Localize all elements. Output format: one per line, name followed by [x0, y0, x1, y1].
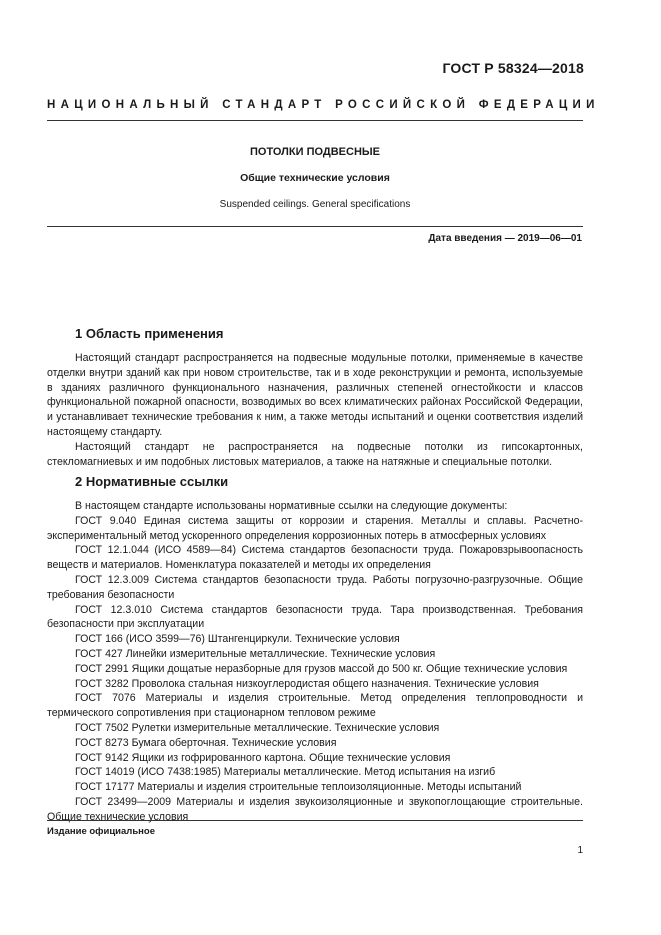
section-heading: 1 Область применения	[75, 326, 224, 341]
gost-code: ГОСТ Р 58324—2018	[442, 60, 584, 76]
header-divider	[47, 120, 583, 121]
reference-item: ГОСТ 2991 Ящики дощатые неразборные для грузов массой до 500 кг. Общие технические условия	[75, 662, 568, 675]
reference-item: ГОСТ 14019 (ИСО 7438:1985) Материалы металлические. Метод испытания на изгиб	[75, 766, 496, 779]
reference-item: ГОСТ 9142 Ящики из гофрированного картона. Общие технические условия	[75, 751, 451, 764]
national-standard-banner: НАЦИОНАЛЬНЫЙ СТАНДАРТ РОССИЙСКОЙ ФЕДЕРАЦИИ	[47, 99, 600, 111]
paragraph: В настоящем стандарте использованы нормативные ссылки на следующие документы:	[75, 500, 508, 512]
reference-item: ГОСТ 7076 Материалы и изделия строительные. Метод определения теплопроводности и термического сопротивления при стационарном тепловом режиме	[47, 692, 583, 720]
title-divider	[47, 226, 583, 227]
reference-item: ГОСТ 9.040 Единая система защиты от коррозии и старения. Металлы и сплавы. Расчетно-экспериментальный метод ускоренного определения коррозионных потерь в атмосферных условиях	[47, 514, 583, 542]
reference-item: ГОСТ 3282 Проволока стальная низкоуглеродистая общего назначения. Технические условия	[75, 677, 539, 690]
section-heading: 2 Нормативные ссылки	[75, 474, 229, 489]
reference-item: ГОСТ 17177 Материалы и изделия строительные теплоизоляционные. Методы испытаний	[75, 781, 522, 794]
effective-date: Дата введения — 2019—06—01	[428, 233, 582, 244]
page-number: 1	[577, 845, 583, 856]
paragraph: Настоящий стандарт не распространяется на подвесные потолки из гипсокартонных, стекломагниевых и им подобных листовых материалов, а также на натяжные и специальные потолки.	[47, 440, 583, 468]
document-title: ПОТОЛКИ ПОДВЕСНЫЕ	[249, 146, 380, 158]
document-subtitle: Общие технические условия	[240, 172, 390, 184]
english-title: Suspended ceilings. General specifications	[219, 199, 411, 210]
paragraph: Настоящий стандарт распространяется на подвесные модульные потолки, применяемые в качестве отделки внутри зданий как при новом строительстве, так и в ходе реконструкции и ремонта, используемые в зданиях различного функционального назначения, различных степеней огнестойкости и классов функциональной пожарной опасности, возводимых во всех климатических районах Российской Федерации, и устанавливает технические требования к ним, а также методы испытаний и оценки соответствия изделий настоящему стандарту.	[47, 352, 583, 438]
reference-item: ГОСТ 8273 Бумага оберточная. Технические условия	[75, 736, 337, 749]
footer-divider	[47, 820, 583, 821]
reference-item: ГОСТ 7502 Рулетки измерительные металлические. Технические условия	[75, 721, 440, 734]
section-scope	[47, 326, 583, 469]
section-normative-references	[47, 474, 583, 825]
reference-item: ГОСТ 427 Линейки измерительные металлические. Технические условия	[75, 647, 436, 660]
reference-item: ГОСТ 166 (ИСО 3599—76) Штангенциркули. Технические условия	[75, 633, 400, 646]
reference-item: ГОСТ 12.3.010 Система стандартов безопасности труда. Тара производственная. Требования безопасности при эксплуатации	[47, 603, 583, 631]
reference-item: ГОСТ 23499—2009 Материалы и изделия звукоизоляционные и звукопоглощающие строительные. Общие технические условия	[47, 795, 583, 823]
reference-item: ГОСТ 12.3.009 Система стандартов безопасности труда. Работы погрузочно-разгрузочные. Общие требования безопасности	[47, 573, 583, 601]
official-edition-label: Издание официальное	[47, 826, 155, 837]
reference-item: ГОСТ 12.1.044 (ИСО 4589—84) Система стандартов безопасности труда. Пожаровзрывоопасность веществ и материалов. Номенклатура показателей и методы их определения	[47, 544, 583, 572]
